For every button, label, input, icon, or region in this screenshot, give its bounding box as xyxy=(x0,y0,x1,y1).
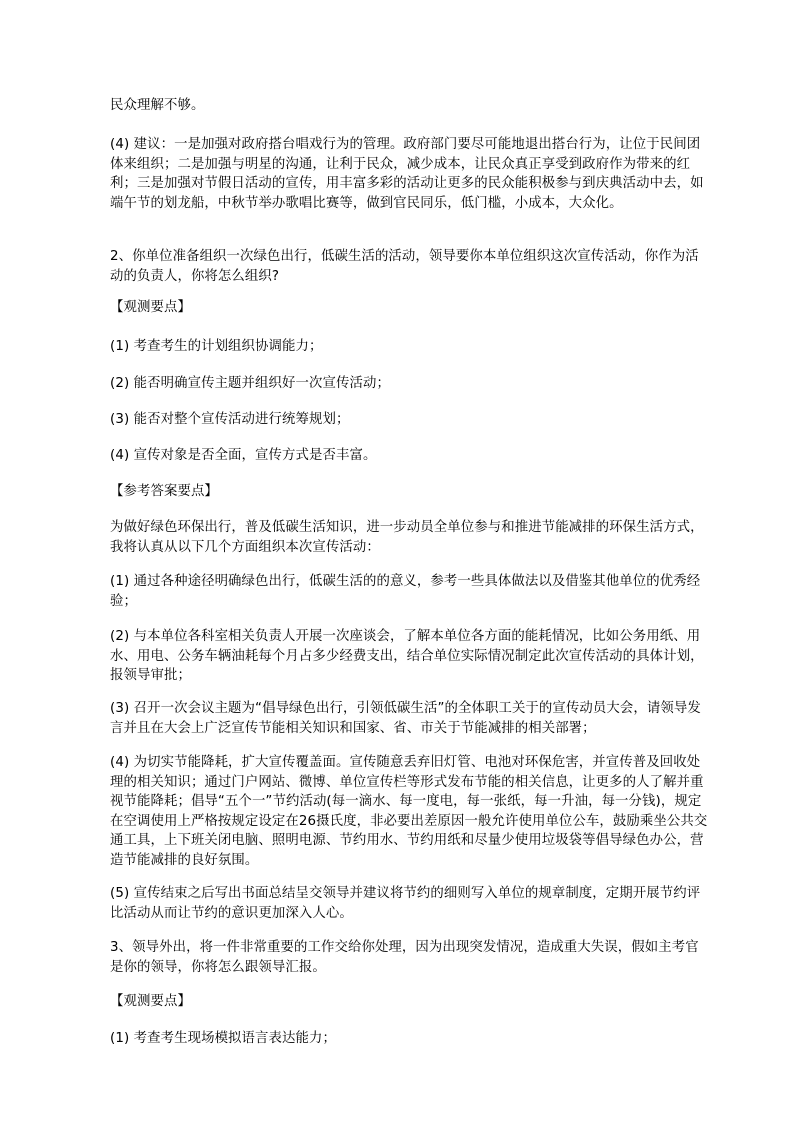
answer-heading: 【参考答案要点】 xyxy=(110,484,218,499)
observation-item: (4) 宣传对象是否全面，宣传方式是否丰富。 xyxy=(110,448,377,463)
observation-heading: 【观测要点】 xyxy=(110,300,191,315)
answer-item: (5) 宣传结束之后写出书面总结呈交领导并建议将节约的细则写入单位的规章制度，定期开展节约评比活动从而让节约的意识更加深入人心。 xyxy=(110,886,701,921)
observation-item: (1) 考查考生现场模拟语言表达能力； xyxy=(110,1031,336,1046)
observation-item: (2) 能否明确宣传主题并组织好一次宣传活动； xyxy=(110,376,390,391)
answer-item: (3) 召开一次会议主题为“倡导绿色出行，引领低碳生活”的全体职工关于的宣传动员大会，请领导发言并且在大会上广泛宣传节能相关知识和国家、省、市关于节能减排的相关部署； xyxy=(110,701,701,736)
paragraph-intro-tail: 民众理解不够。 xyxy=(110,98,205,113)
answer-intro: 为做好绿色环保出行，普及低碳生活知识，进一步动员全单位参与和推进节能减排的环保生活方式，我将认真从以下几个方面组织本次宣传活动： xyxy=(110,520,704,555)
observation-item: (3) 能否对整个宣传活动进行统筹规划； xyxy=(110,412,350,427)
answer-item: (2) 与本单位各科室相关负责人开展一次座谈会，了解本单位各方面的能耗情况，比如公务用纸、用水、用电、公务车辆油耗每个月占多少经费支出，结合单位实际情况制定此次宣传活动的具体计划，报领导审批； xyxy=(110,629,704,683)
answer-item: (4) 为切实节能降耗，扩大宣传覆盖面。宣传随意丢弃旧灯管、电池对环保危害，并宣传普及回收处理的相关知识；通过门户网站、微博、单位宣传栏等形式发布节能的相关信息，让更多的人了解并重视节能降耗；倡导“五个一”节约活动(每一滴水、每一度电，每一张纸，每一升油，每一分钱)，规定在空调使用上严格按规定设定在26摄氏度，非必要出差原因一般允许使用单位公车，鼓励乘坐公共交通工具，上下班关闭电脑、照明电源、节约用水、节约用纸和尽量少使用垃圾袋等倡导绿色办公，营造节能减排的良好氛围。 xyxy=(110,755,708,868)
paragraph-suggestion: (4) 建议：一是加强对政府搭台唱戏行为的管理。政府部门要尽可能地退出搭台行为，让位于民间团体来组织；二是加强与明星的沟通，让利于民众，减少成本，让民众真正享受到政府作为带来的红利；三是加强对节假日活动的宣传，用丰富多彩的活动让更多的民众能积极参与到庆典活动中去，如端午节的划龙船，中秋节举办歌唱比赛等，做到官民同乐，低门槛，小成本，大众化。 xyxy=(110,137,704,211)
question-2: 2、你单位准备组织一次绿色出行，低碳生活的活动，领导要你本单位组织这次宣传活动，你作为活动的负责人，你将怎么组织? xyxy=(110,249,699,284)
observation-heading: 【观测要点】 xyxy=(110,994,191,1009)
question-3: 3、领导外出，将一件非常重要的工作交给你处理，因为出现突发情况，造成重大失误，假如主考官是你的领导，你将怎么跟领导汇报。 xyxy=(110,940,699,975)
observation-item: (1) 考查考生的计划组织协调能力； xyxy=(110,339,323,354)
answer-item: (1) 通过各种途径明确绿色出行，低碳生活的的意义，参考一些具体做法以及借鉴其他单位的优秀经验； xyxy=(110,574,701,609)
